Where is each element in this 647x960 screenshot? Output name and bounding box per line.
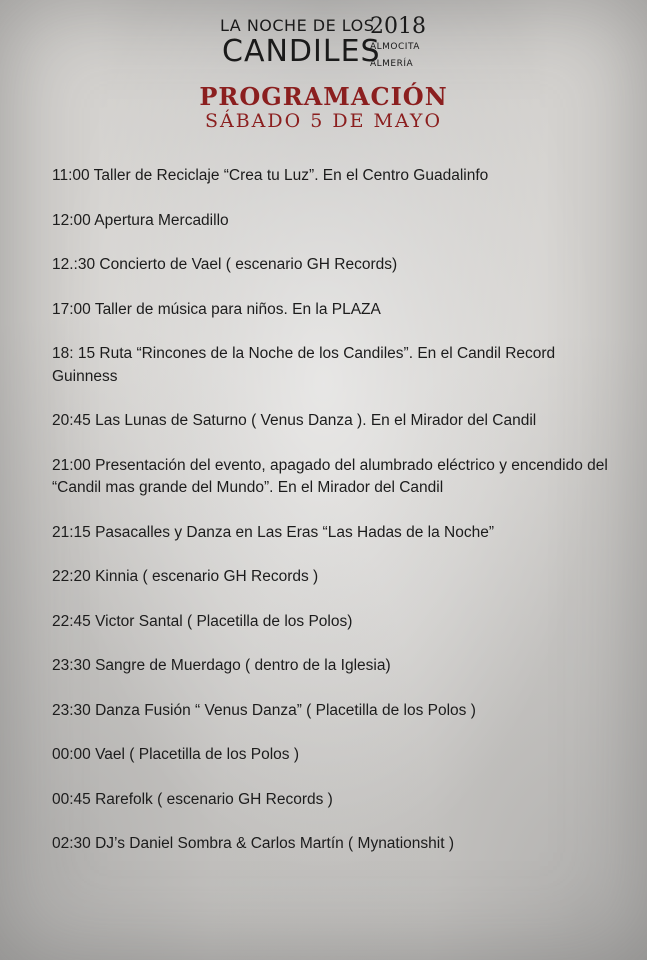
schedule-item: 21:15 Pasacalles y Danza en Las Eras “Las Hadas de la Noche” <box>52 523 494 541</box>
schedule-item: 12.:30 Concierto de Vael ( escenario GH Records) <box>52 256 398 273</box>
schedule-item: 20:45 Las Lunas de Saturno ( Venus Danza ). En el Mirador del Candil <box>52 412 537 429</box>
event-logo <box>218 14 438 76</box>
program-title: PROGRAMACIÓN <box>199 82 448 111</box>
schedule-item: 22:20 Kinnia ( escenario GH Records ) <box>52 568 319 585</box>
schedule-item: 17:00 Taller de música para niños. En la PLAZA <box>52 300 381 318</box>
logo-province: ALMERÍA <box>370 59 414 69</box>
schedule-item: 22:45 Victor Santal ( Placetilla de los Polos) <box>52 612 353 630</box>
schedule-item: 02:30 DJ’s Daniel Sombra & Carlos Martín ( Mynationshit ) <box>52 835 455 852</box>
schedule-item: 18: 15 Ruta “Rincones de la Noche de los Candiles”. En el Candil Record Guinness <box>52 345 556 385</box>
logo-town: ALMOCITA <box>370 42 420 52</box>
schedule-item: 00:00 Vael ( Placetilla de los Polos ) <box>52 746 299 763</box>
schedule-item: 12:00 Apertura Mercadillo <box>52 211 229 229</box>
logo-year: 2018 <box>370 14 426 39</box>
schedule-item: 00:45 Rarefolk ( escenario GH Records ) <box>52 790 333 808</box>
schedule-item: 23:30 Danza Fusión “ Venus Danza” ( Placetilla de los Polos ) <box>52 701 476 719</box>
schedule-item: 21:00 Presentación del evento, apagado del alumbrado eléctrico y encendido del “Candil mas grande del Mundo”. En el Mirador del Candil <box>52 456 608 496</box>
schedule-item: 11:00 Taller de Reciclaje “Crea tu Luz”. En el Centro Guadalinfo <box>52 167 489 184</box>
logo-line1: LA NOCHE DE LOS <box>220 16 375 35</box>
logo-line2: CANDILES <box>222 34 381 69</box>
schedule-item: 23:30 Sangre de Muerdago ( dentro de la Iglesia) <box>52 657 391 674</box>
schedule-list <box>52 165 612 878</box>
program-date: SÁBADO 5 DE MAYO <box>204 110 443 132</box>
